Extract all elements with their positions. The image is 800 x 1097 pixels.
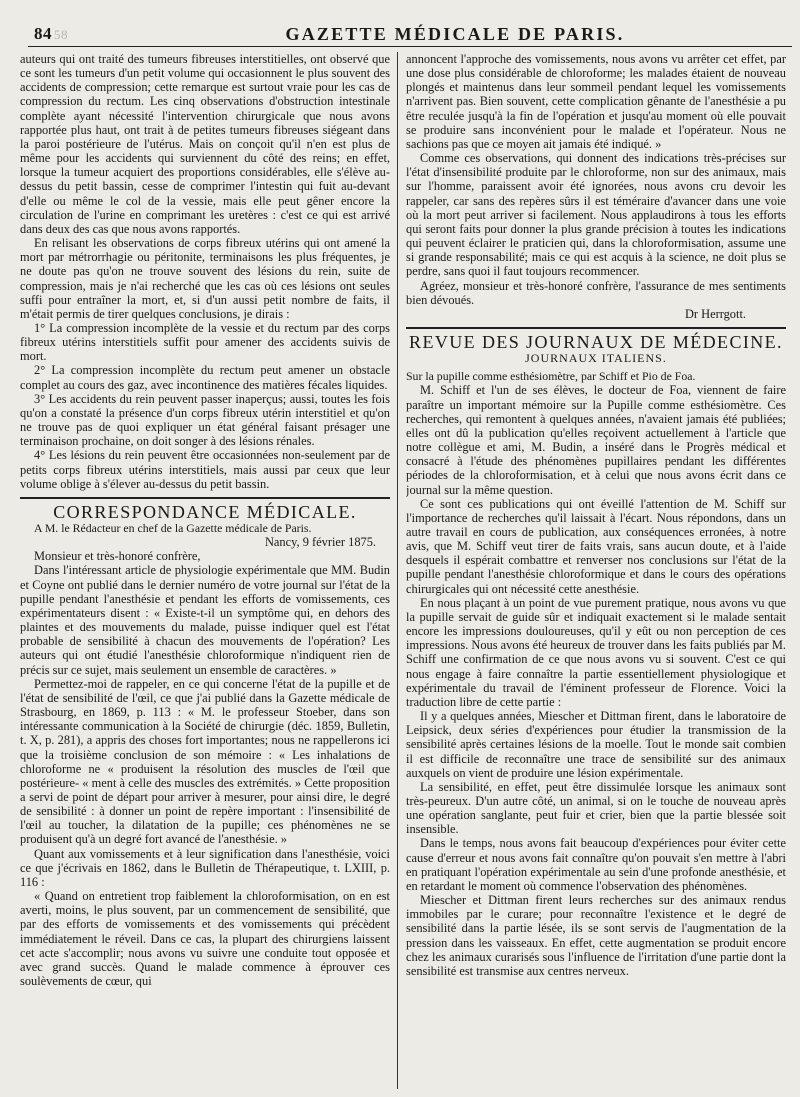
addressee: A M. le Rédacteur en chef de la Gazette médicale de Paris. <box>34 521 312 535</box>
paragraph: Agréez, monsieur et très-honoré confrère, l'assurance de mes sentiments bien dévoués. <box>406 278 786 307</box>
conclusion-2: 2° La compression incomplète du rectum peut amener un obstacle complet au cours des gaz, avec incontinence des matières fécales liquides. <box>20 363 390 392</box>
section-title-revue: REVUE DES JOURNAUX DE MÉDECINE. <box>409 331 783 352</box>
conclusion-1: 1° La compression incomplète de la vessie et du rectum par des corps fibreux utérins interstitiels suffit pour amener des accidents suivis de mort. <box>20 320 390 364</box>
conclusion-4: 4° Les lésions du rein peuvent être occasionnées non-seulement par de petits corps fibreux utérins interstitiels, mais aussi par ceux que leur volume oblige à s'élever au-dessus du petit bassin. <box>20 448 390 491</box>
paragraph: Miescher et Dittman firent leurs recherches sur des animaux rendus immobiles par le curare; pour reconnaître l'existence et le degré de sensibilité dans la partie lésée, ils se sont servis de l'augmentation de la pression dans les vaisseaux. En effet, cette augmentation se produit encore chez les animaux curarisés sous l'influence de l'irritation d'une partie dont la sensibilité est transmise aux centres nerveux. <box>406 893 786 978</box>
page-number-text: 84 <box>34 24 52 43</box>
dateline: Nancy, 9 février 1875. <box>264 535 376 550</box>
section-subtitle: JOURNAUX ITALIENS. <box>525 351 667 366</box>
paragraph: Comme ces observations, qui donnent des indications très-précises sur l'état d'insensibilité produite par le chloroforme, non sur des animaux, mais sur l'homme, paraissent avoir été ignorées, nous avons cru devoir les rappeler, car sans des repères sûrs il est téméraire d'avancer dans une voie où la mort peut arriver si facilement. Nous applaudirons à tous les efforts qui seront faits pour donner la plus grande précision à toutes les indications qui peuvent éclairer le praticien qui, dans la chloroformisation, assume une si grande responsabilité; mais ce qui est acquis à la science, ne doit plus se perdre, sans quoi il faut toujours recommencer. <box>406 151 786 279</box>
right-column <box>406 52 786 1091</box>
paragraph: Ce sont ces publications qui ont éveillé l'attention de M. Schiff sur l'importance de recherches qu'il laissait à l'écart. Nous répondons, dans un autre travail en cours de publication, aux conséquences erronées, à notre avis, que M. Schiff veut tirer de faits vrais, sans aucun doute, et à l'aide desquels il espérait combattre et renverser nos conclusions sur l'état de la pupille pendant l'anesthésie chloroformique et dans le cours des opérations chirurgicales qui ont nécessité cette anesthésie. <box>406 496 786 596</box>
section-rule <box>406 327 786 329</box>
section-rule <box>20 497 390 499</box>
page-header <box>0 14 800 46</box>
paragraph: Dans le temps, nous avons fait beaucoup d'expériences pour éviter cette cause d'erreur et nous avons fait connaître qu'on pouvait s'en mettre à l'abri en pratiquant l'opération expérimentale au sein d'une profonde anesthésie, et en retardant le moment où commence l'observation des phénomènes. <box>406 836 786 893</box>
paragraph: auteurs qui ont traité des tumeurs fibreuses interstitielles, ont observé que ce sont les tumeurs d'un petit volume qui occasionnent le plus souvent des accidents de compression; cette remarque est surtout vraie pour les cas de compression du rectum. Les cinq observations d'obstruction intestinale complète ayant nécessité l'intervention chirurgicale que nous avons rapportée plus haut, ont trait à de petites tumeurs fibreuses siégeant dans la paroi postérieure de l'utérus. Mais on conçoit qu'il n'en est plus de même pour les accidents qui surviennent du côté des reins; en effet, lorsque la tumeur acquiert des proportions considérables, elle s'élève au-dessus du petit bassin, cesse de comprimer l'intestin qui fuit au-devant d'elle ou même le col de la vessie, mais elle peut gêner encore la circulation de l'urine en comprimant les uretères : c'est ce qui est arrivé dans deux des cas que nous avons rapportés. <box>20 52 390 236</box>
paragraph: M. Schiff et l'un de ses élèves, le docteur de Foa, viennent de faire paraître un important mémoire sur la Pupille comme esthésiomètre. Ces recherches, qui remontent à quelques années, n'avaient jamais été publiées; elles ont dû la publication qu'elles reçoivent actuellement à l'article que notre collègue et ami, M. Budin, a inséré dans le Progrès médical et consacré à l'étude des phénomènes pupillaires pendant les différentes périodes de la chloroformisation, et à celui que nous avons écrit dans ce journal sur la même question. <box>406 383 786 497</box>
paragraph: annoncent l'approche des vomissements, nous avons vu arrêter cet effet, par une dose plus considérable de chloroforme; les malades étaient de nouveau plongés et maintenus dans leur sommeil pendant lequel les vomissements n'arrivent pas. Bien souvent, cette complication gênante de l'anesthésie a pu être reculée jusqu'à la fin de l'opération et jusqu'au moment où elle pouvait se produire sans inconvénient pour le malade et l'opérateur. Nous ne sachions pas que ce moyen ait jamais été indiqué. » <box>406 52 786 151</box>
salutation: Monsieur et très-honoré confrère, <box>34 549 201 564</box>
paragraph: Dans l'intéressant article de physiologie expérimentale que MM. Budin et Coyne ont publié dans le dernier numéro de votre journal sur l'état de la pupille pendant l'anesthésie et pendant les efforts de vomissements, ces expérimentateurs disent : « Existe-t-il un symptôme qui, en dehors des plaintes et des mouvements du malade, puisse indiquer quel est l'état probable de sensibilité à chacun des mouvements de l'opération? Les auteurs qui ont étudié l'anesthésie chloroformique n'indiquent rien de précis sur ce sujet, mais seulement un ensemble de caractères. » <box>20 563 390 677</box>
article-title: Sur la pupille comme esthésiomètre, par Schiff et Pio de Foa. <box>406 369 696 384</box>
conclusion-3: 3° Les accidents du rein peuvent passer inaperçus; aussi, toutes les fois qu'on a constaté la présence d'un corps fibreux utérin interstitiel et qu'on ne trouve pas de quoi expliquer un état général faisant présager une terminaison prochaine, on doit songer à des lésions rénales. <box>20 391 390 449</box>
paragraph: En relisant les observations de corps fibreux utérins qui ont amené la mort par métrorrhagie ou péritonite, terminaisons les plus fréquentes, je ne doute pas qu'on ne trouve souvent des lésions du rein, suite de compression, mais je n'ai recherché que les cas où ces lésions ont seules suffi pour entraîner la mort, et, si d'un aussi petit nombre de faits, il m'était permis de tirer quelques conclusions, je dirais : <box>20 236 390 321</box>
paragraph: Quant aux vomissements et à leur signification dans l'anesthésie, voici ce que j'écrivais en 1862, dans le Bulletin de Thérapeutique, t. LXIII, p. 116 : <box>20 846 390 889</box>
paragraph: En nous plaçant à un point de vue purement pratique, nous avons vu que la pupille servait de guide sûr et indiquait exactement si le malade sentait encore les impressions douloureuses, qu'il y eût ou non perception de ces impressions. Nous avons été heureux de trouver dans les faits publiés par M. Schiff une confirmation de ce que nous avons vu si souvent. C'est ce qui nous engage à faire connaître la partie essentiellement physiologique et expérimentale du travail de l'éminent professeur de Florence. Voici la traduction libre de cette partie : <box>406 595 786 709</box>
journal-title: GAZETTE MÉDICALE DE PARIS. <box>285 24 625 44</box>
paragraph: Permettez-moi de rappeler, en ce qui concerne l'état de la pupille et de l'état de sensibilité de l'œil, ce que j'ai publié dans la Gazette médicale de Strasbourg, en 1869, p. 113 : « M. le professeur Stoeber, dans son intéressante communication à la Société de chirurgie (déc. 1859, Bulletin, t. X, p. 281), a appris des choses fort importantes; nous ne rappellerons ici que la troisième conclusion de son mémoire : « Les inhalations de chloroforme ne « produisent la résolution des muscles de l'œil que postérieure- « ment à celle des muscles des extrémités. » Cette proposition a servi de point de départ pour arriver à mesurer, pour ainsi dire, le degré de sensibilité : à donner un point de repère important : l'insensibilité de l'œil au toucher, la dilatation de la pupille; ces phénomènes ne se produisent qu'à un degré fort avancé de l'anesthésie. » <box>20 676 390 847</box>
page-number-ghost: 58 <box>54 27 68 42</box>
signature: Dr Herrgott. <box>684 306 746 321</box>
section-title-correspondance: CORRESPONDANCE MÉDICALE. <box>53 501 357 522</box>
header-rule <box>28 46 792 47</box>
paragraph: « Quand on entretient trop faiblement la chloroformisation, on en est averti, moins, le plus souvent, par un commencement de sensibilité, que par des efforts de vomissements et des vomissements qui précèdent immédiatement le réveil. Dans ce cas, la plupart des chirurgiens laissent cet acte s'accomplir; nous avons vu suivre une conduite tout opposée et avec grand succès. Quand le malade commence à éprouver ces soulèvements de cœur, qui <box>20 889 390 988</box>
paragraph: Il y a quelques années, Miescher et Dittman firent, dans le laboratoire de Leipsick, deux séries d'expériences pour étudier la transmission de la sensibilité après certaines lésions de la moelle. Tout le monde sait combien il est difficile de reconnaître une trace de sensibilité sur des animaux auxquels on vient de produire une lésion expérimentale. <box>406 709 786 780</box>
column-divider <box>397 52 398 1089</box>
paragraph: La sensibilité, en effet, peut être dissimulée lorsque les animaux sont très-peureux. D'un autre côté, un animal, si on le touche de nouveau après une opération sanglante, peut fuir et crier, bien que la partie blessée soit insensible. <box>406 779 786 837</box>
left-column <box>20 52 390 1091</box>
